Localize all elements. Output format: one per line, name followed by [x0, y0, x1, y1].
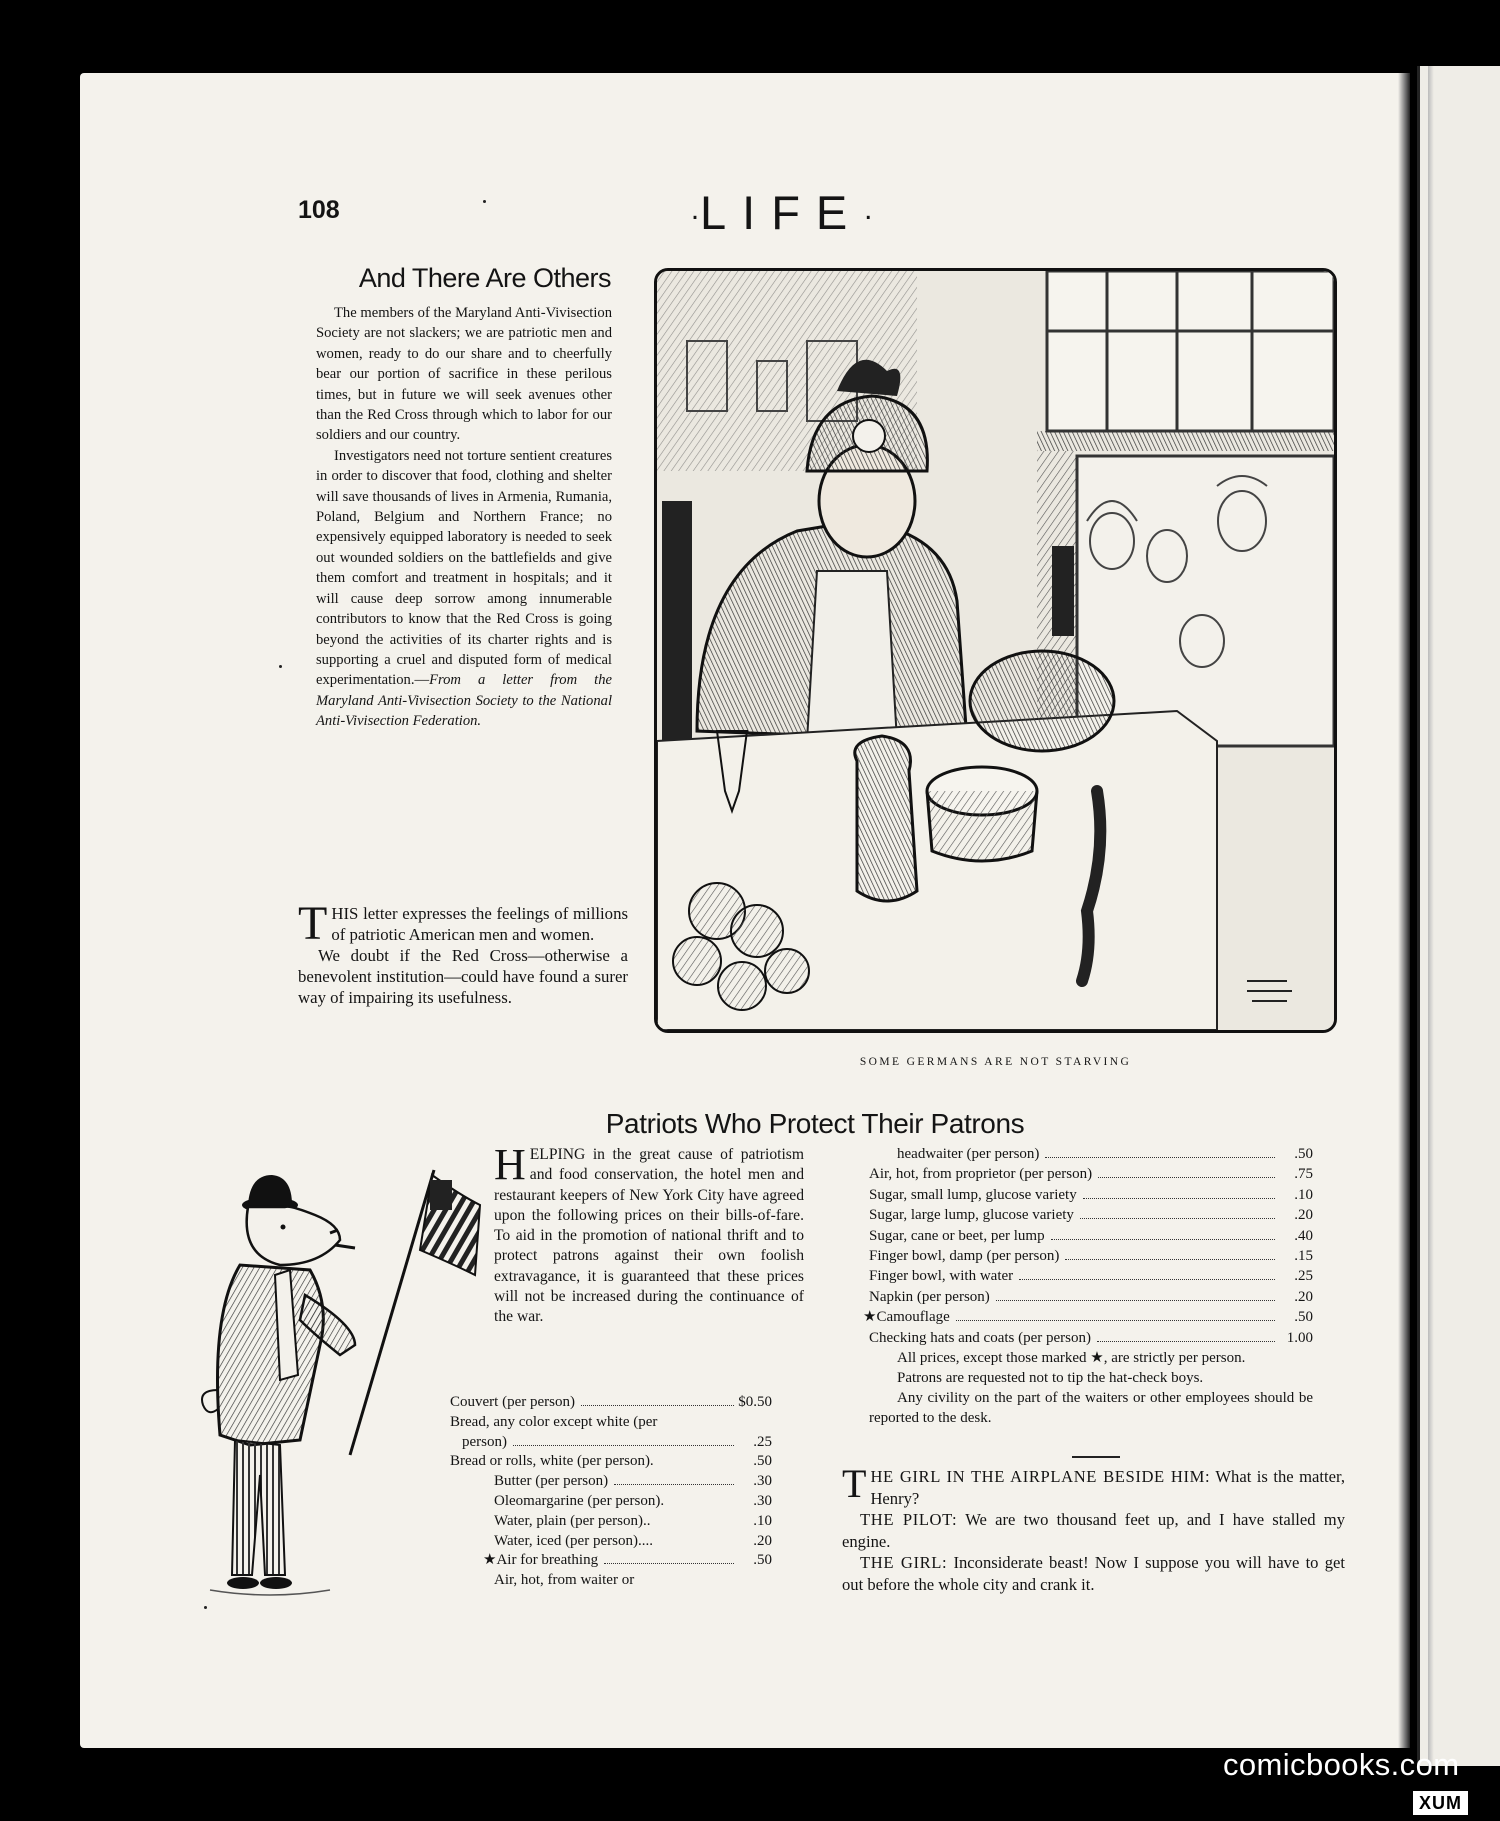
price-label: Oleomargarine (per person).	[494, 1492, 665, 1509]
article-title-others: And There Are Others	[358, 263, 611, 293]
dot-leader	[1019, 1279, 1275, 1280]
masthead-dot-left: ·	[690, 199, 700, 233]
price-value: .20	[1294, 1207, 1313, 1224]
article-title-patriots: Patriots Who Protect Their Patrons	[605, 1108, 1025, 1139]
print-speck	[279, 665, 282, 668]
note-paragraph: All prices, except those marked ★, are strictly per person.	[897, 1350, 1246, 1367]
paragraph-text: HIS letter expresses the feelings of millions of patriotic American men and women.	[331, 904, 628, 944]
paragraph: The members of the Maryland Anti-Vivisection Society are not slackers; we are patriotic men and women, ready to do our share and to cheerfully bear our portion of sacrifice in these perilous times, but in future we will seek avenues other than the Red Cross through which to labor for our soldiers and our country.	[316, 305, 612, 444]
price-label: Finger bowl, damp (per person)	[869, 1248, 1060, 1265]
price-label: Finger bowl, with water	[869, 1268, 1014, 1285]
dot-leader	[581, 1405, 734, 1406]
price-row	[438, 1512, 772, 1532]
price-label: Water, plain (per person)..	[494, 1512, 651, 1529]
article-body-others	[316, 303, 612, 732]
price-value: .20	[1294, 1288, 1313, 1305]
price-row	[869, 1266, 1313, 1286]
dot-leader	[604, 1563, 734, 1564]
dot-leader	[614, 1484, 734, 1485]
price-value: .50	[753, 1453, 772, 1470]
price-row	[869, 1144, 1313, 1164]
page-number: 108	[298, 196, 340, 224]
editorial-comment	[298, 897, 628, 1008]
paragraph-text: ELPING in the great cause of patriotism and food conservation, the hotel men and restaurant keepers of New York City have agreed upon the following prices on their bills-of-fare. To aid in the promotion of national thrift and to protect patrons against their own foolish extravagance, it is guaranteed that these prices will not be increased during the continuance of the war.	[494, 1146, 804, 1326]
drop-cap: T	[298, 897, 328, 950]
price-row	[438, 1532, 772, 1552]
price-label: Air, hot, from waiter or	[494, 1572, 635, 1589]
article-source: From a letter from the Maryland Anti-Vivisection Society to the National Anti-Vivisection Federation.	[316, 672, 612, 730]
price-label: ★Air for breathing	[483, 1552, 599, 1569]
section-divider	[1072, 1456, 1120, 1458]
masthead-dot-right: ·	[863, 199, 874, 233]
price-label: Napkin (per person)	[869, 1288, 990, 1305]
price-notes	[869, 1348, 1313, 1428]
price-row	[869, 1205, 1313, 1225]
price-row	[438, 1393, 772, 1413]
price-row	[438, 1452, 772, 1472]
airplane-joke	[842, 1461, 1345, 1596]
price-value: .10	[1294, 1186, 1313, 1203]
price-label: person)	[462, 1433, 507, 1450]
dialogue-line	[842, 1461, 1345, 1509]
next-page-edge	[1417, 66, 1500, 1766]
price-value: .50	[1294, 1309, 1313, 1326]
price-row	[869, 1185, 1313, 1205]
print-speck	[483, 200, 486, 203]
price-label: Butter (per person)	[494, 1473, 609, 1490]
dialogue-text: What is the matter, Henry?	[870, 1467, 1345, 1508]
dot-leader	[1051, 1239, 1275, 1240]
paragraph: We doubt if the Red Cross—otherwise a benevolent institution—could have found a surer way of impairing its usefulness.	[298, 946, 628, 1007]
price-row	[869, 1328, 1313, 1348]
price-label: Sugar, large lump, glucose variety	[869, 1207, 1074, 1224]
price-value: .40	[1294, 1227, 1313, 1244]
price-row	[438, 1571, 772, 1591]
note-paragraph: Patrons are requested not to tip the hat-check boys.	[897, 1370, 1204, 1387]
dialogue-text: We are two thousand feet up, and I have stalled my engine.	[842, 1510, 1345, 1551]
paragraph-text: Investigators need not torture sentient creatures in order to discover that food, clothing and shelter will save thousands of lives in Armenia, Rumania, Poland, Belgium and Northern France; no expensively equipped laboratory is needed to seek out wounded soldiers on the battlefields and give them comfort and treatment in hospitals; and it will cause deep sorrow among innumerable contributors to know that the Red Cross is going beyond the activities of its charter rights and is supporting a cruel and disputed form of medical experimentation.—	[316, 447, 612, 689]
price-value: .50	[753, 1552, 772, 1569]
price-value: .25	[753, 1433, 772, 1450]
price-value: .10	[753, 1512, 772, 1529]
spine-shadow	[1398, 73, 1410, 1748]
dot-leader	[1045, 1157, 1275, 1158]
price-label: Bread or rolls, white (per person).	[450, 1453, 654, 1470]
price-row	[438, 1413, 772, 1433]
dot-leader	[1083, 1198, 1275, 1199]
price-row	[869, 1164, 1313, 1184]
price-value: $0.50	[738, 1394, 772, 1410]
price-label: Water, iced (per person)....	[494, 1532, 653, 1549]
price-label: Couvert (per person)	[450, 1394, 575, 1410]
price-value: .25	[1294, 1268, 1313, 1285]
price-value: .30	[753, 1492, 772, 1509]
price-value: .15	[1294, 1248, 1313, 1265]
price-row	[438, 1433, 772, 1453]
dot-leader	[1065, 1259, 1275, 1260]
price-list-left	[438, 1393, 772, 1591]
price-label: Checking hats and coats (per person)	[869, 1329, 1092, 1346]
note-paragraph: Any civility on the part of the waiters or other employees should be reported to the desk.	[869, 1390, 1313, 1427]
dot-leader	[1098, 1177, 1275, 1178]
price-value: .50	[1294, 1146, 1313, 1162]
article-body-patriots	[404, 1140, 804, 1328]
price-label: Air, hot, from proprietor (per person)	[869, 1166, 1093, 1183]
price-label: Sugar, cane or beet, per lump	[869, 1227, 1045, 1244]
dialogue-line	[842, 1552, 1345, 1595]
price-row	[863, 1307, 1313, 1327]
price-label: Bread, any color except white (per	[450, 1413, 658, 1430]
price-row	[438, 1551, 772, 1571]
dot-leader	[1097, 1341, 1275, 1342]
dot-leader	[956, 1320, 1275, 1321]
text-wrap-spacer	[404, 1145, 494, 1327]
price-row	[869, 1246, 1313, 1266]
price-label: Sugar, small lump, glucose variety	[869, 1186, 1077, 1203]
cartoon-caption: SOME GERMANS ARE NOT STARVING	[859, 1056, 1132, 1068]
price-row	[869, 1226, 1313, 1246]
price-list-right	[863, 1144, 1313, 1428]
price-value: 1.00	[1286, 1329, 1313, 1346]
cartoon-illustration	[654, 268, 1337, 1033]
paragraph	[298, 897, 628, 950]
drop-cap: T	[842, 1461, 867, 1506]
price-row	[438, 1492, 772, 1512]
dialogue-text: Inconsiderate beast! Now I suppose you will have to get out before the whole city and crank it.	[842, 1553, 1345, 1594]
dot-leader	[1080, 1218, 1275, 1219]
price-row	[869, 1287, 1313, 1307]
dot-leader	[996, 1300, 1275, 1301]
masthead	[690, 185, 873, 240]
price-label: headwaiter (per person)	[897, 1146, 1040, 1162]
price-value: .75	[1294, 1166, 1313, 1183]
speaker: THE PILOT:	[860, 1510, 958, 1530]
speaker: THE GIRL:	[860, 1553, 948, 1573]
dialogue-line	[842, 1509, 1345, 1552]
price-value: .30	[753, 1473, 772, 1490]
masthead-title: LIFE	[700, 186, 864, 239]
drop-cap: H	[494, 1140, 526, 1189]
price-label: ★Camouflage	[863, 1309, 950, 1326]
speaker: HE GIRL IN THE AIRPLANE BESIDE HIM:	[870, 1467, 1211, 1486]
german-officer-feast-drawing	[657, 271, 1334, 1030]
price-value: .20	[753, 1532, 772, 1549]
paragraph	[316, 446, 612, 732]
dot-leader	[513, 1445, 734, 1446]
watermark-badge: XUM	[1413, 1791, 1468, 1815]
price-row	[438, 1472, 772, 1492]
site-watermark: comicbooks.com	[1223, 1747, 1460, 1782]
